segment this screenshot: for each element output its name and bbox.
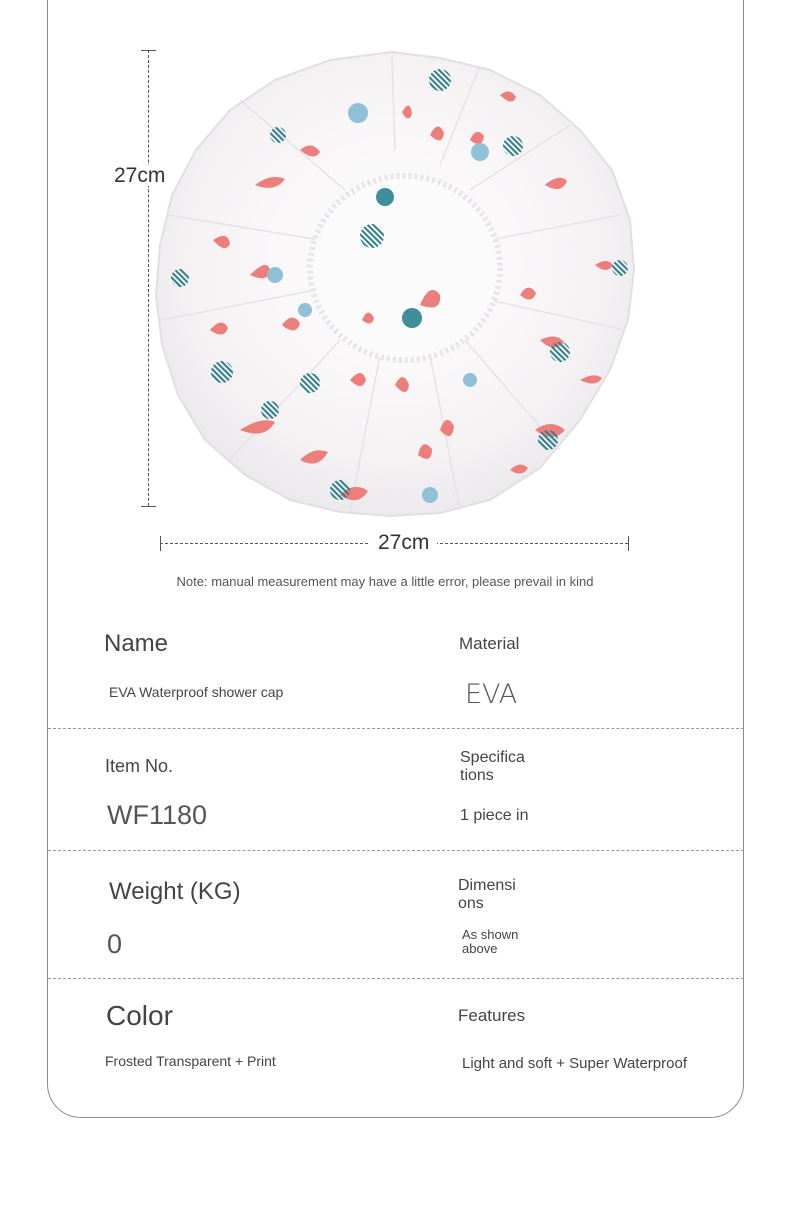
row-divider xyxy=(48,978,744,979)
color-label: Color xyxy=(106,1000,173,1031)
specifications-value: 1 piece in xyxy=(460,807,529,824)
dimensions-label: Dimensi ons xyxy=(458,877,516,912)
specifications-label: Specifica tions xyxy=(460,749,525,784)
features-value: Light and soft + Super Waterproof xyxy=(462,1055,687,1072)
weight-label: Weight (KG) xyxy=(109,878,241,905)
color-value: Frosted Transparent + Print xyxy=(105,1053,276,1069)
material-label: Material xyxy=(459,634,520,653)
width-dim-label: 27cm xyxy=(370,532,437,553)
width-dim-cap-right xyxy=(628,536,629,551)
height-dim-cap-bottom xyxy=(141,506,156,507)
row-divider xyxy=(48,850,744,851)
height-dim-line xyxy=(148,50,149,506)
name-label: Name xyxy=(104,630,169,657)
cap-elastic-opening xyxy=(310,176,500,360)
features-label: Features xyxy=(458,1006,526,1025)
shower-cap-image xyxy=(0,0,790,560)
item-no-label: Item No. xyxy=(105,756,174,776)
measurement-note: Note: manual measurement may have a little error, please prevail in kind xyxy=(176,574,594,589)
name-value: EVA Waterproof shower cap xyxy=(109,684,284,700)
dimensions-value: As shown above xyxy=(462,927,519,957)
item-no-value: WF1180 xyxy=(107,800,208,830)
height-dim-label: 27cm xyxy=(114,164,166,187)
row-divider xyxy=(48,728,744,729)
weight-value: 0 xyxy=(107,929,123,959)
material-value: EVA xyxy=(465,679,518,710)
